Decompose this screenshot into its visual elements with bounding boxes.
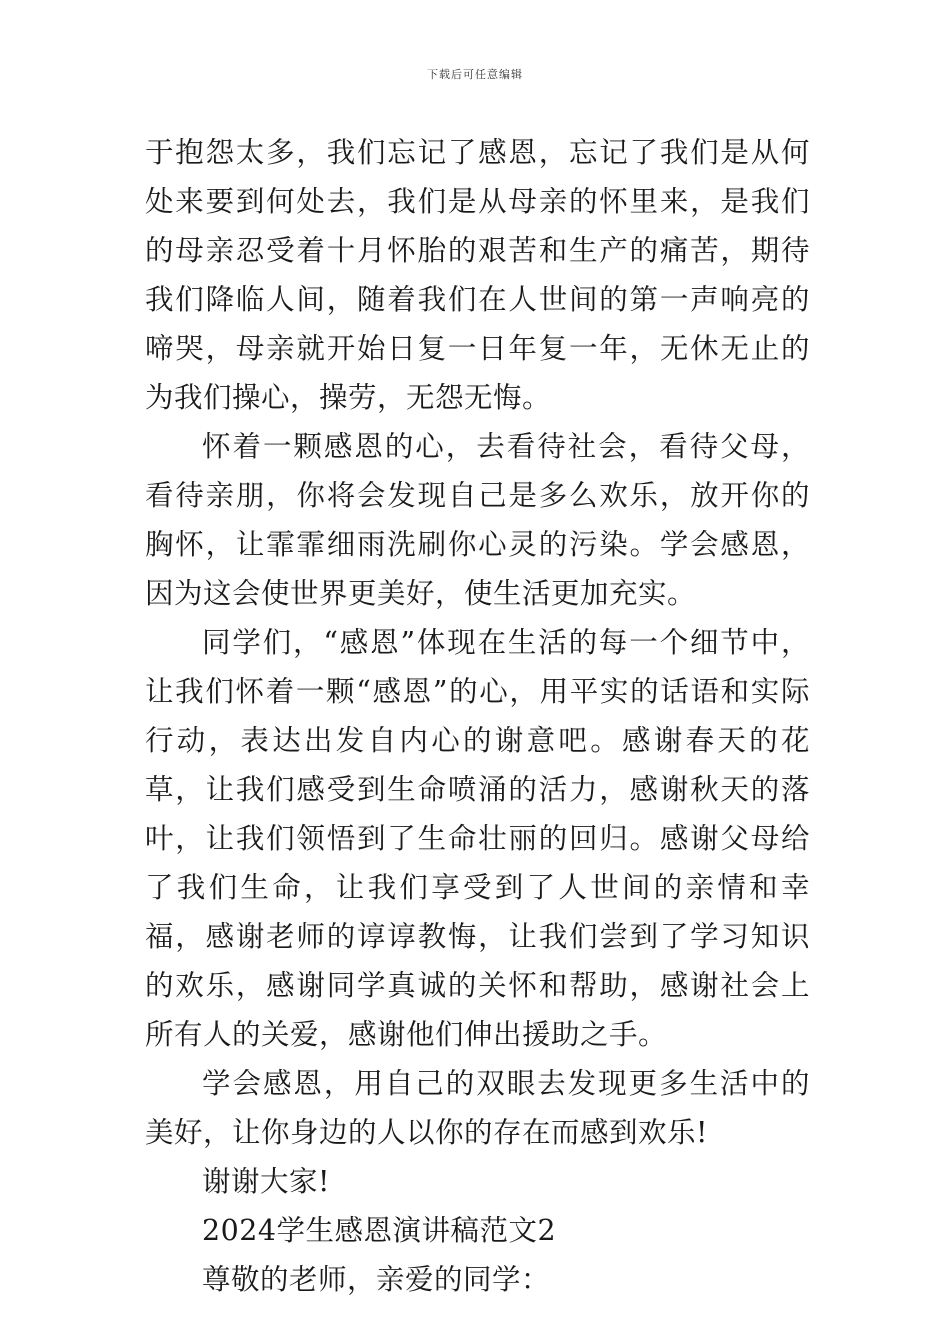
salutation: 尊敬的老师，亲爱的同学： [202,1263,551,1296]
section-title: 2024学生感恩演讲稿范文2 [202,1214,557,1247]
header-note: 下载后可任意编辑 [427,68,523,81]
paragraph-gratitude-heart: 怀着一颗感恩的心，去看待社会，看待父母，看待亲朋，你将会发现自己是多么欢乐，放开你的胸怀，让霏霏细雨洗刷你心灵的污染。学会感恩，因为这会使世界更美好，使生活更加充实。 [145,430,810,610]
paragraph-continuation: 于抱怨太多，我们忘记了感恩，忘记了我们是从何处来要到何处去，我们是从母亲的怀里来，是我们的母亲忍受着十月怀胎的艰苦和生产的痛苦，期待我们降临人间，随着我们在人世间的第一声响亮的啼哭，母亲就开始日复一日年复一年，无休无止的为我们操心，操劳，无怨无悔。 [145,136,810,414]
document-body [145,128,810,1304]
paragraph-learn-gratitude: 学会感恩，用自己的双眼去发现更多生活中的美好，让你身边的人以你的存在而感到欢乐! [145,1067,810,1149]
paragraph-thanks: 谢谢大家! [202,1165,330,1198]
paragraph-classmates: 同学们，“感恩”体现在生活的每一个细节中，让我们怀着一颗“感恩”的心，用平实的话语和实际行动，表达出发自内心的谢意吧。感谢春天的花草，让我们感受到生命喷涌的活力，感谢秋天的落叶，让我们领悟到了生命壮丽的回归。感谢父母给了我们生命，让我们享受到了人世间的亲情和幸福，感谢老师的谆谆教悔，让我们尝到了学习知识的欢乐，感谢同学真诚的关怀和帮助，感谢社会上所有人的关爱，感谢他们伸出援助之手。 [145,626,810,1051]
